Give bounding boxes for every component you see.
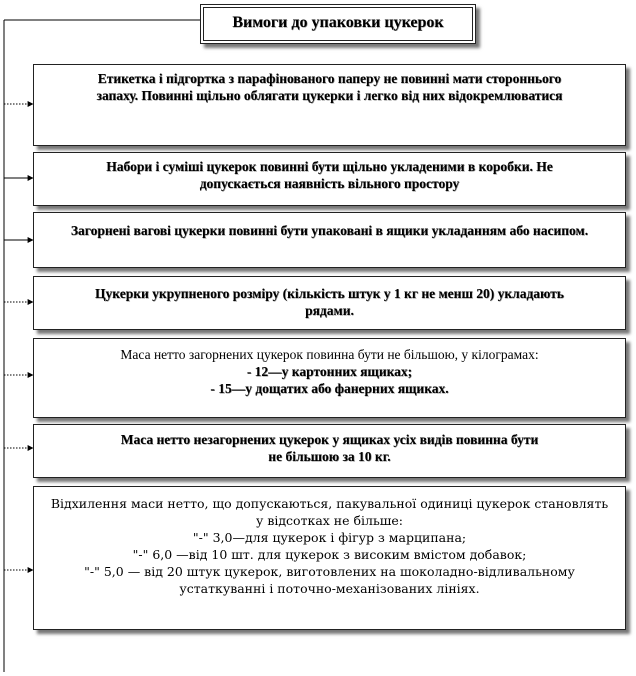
requirement-box-net-mass-deviation xyxy=(33,486,626,630)
box-line: Набори і суміші цукерок повинні бути щільно укладеними в коробки. Не xyxy=(106,159,553,174)
diagram-title-text: Вимоги до упаковки цукерок xyxy=(232,14,444,31)
requirement-box-assortment-packing xyxy=(33,152,626,206)
requirement-box-wrapped-net-mass xyxy=(33,338,626,418)
box-line: не більшою за 10 кг. xyxy=(268,449,391,464)
box-line: "-" 3,0—для цукерок і фігур з марципана; xyxy=(192,530,467,545)
box-line: допускається наявність вільного простору xyxy=(199,176,460,191)
box-line: - 12—у картонних ящиках; xyxy=(246,364,413,379)
box-line: Маса нетто незагорнених цукерок у ящиках усіх видів повинна бути xyxy=(120,432,539,447)
box-line: Загорнені вагові цукерки повинні бути упаковані в ящики укладанням або насипом. xyxy=(70,223,589,238)
box-line: у відсотках не більше: xyxy=(256,513,403,528)
box-line: Цукерки укрупненого розміру (кількість штук у 1 кг не менш 20) укладають xyxy=(95,286,564,301)
box-line: Маса нетто загорнених цукерок повинна бути не більшою, у кілограмах: xyxy=(120,347,539,362)
requirement-box-label-wrapper xyxy=(33,64,626,146)
box-line: - 15—у дощатих або фанерних ящиках. xyxy=(210,381,449,396)
box-line: "-" 6,0 —від 10 шт. для цукерок з високим вмістом добавок; xyxy=(132,547,527,562)
requirement-box-unwrapped-net-mass xyxy=(33,424,626,478)
box-line: устаткуванні і поточно-механізованих лініях. xyxy=(179,581,480,596)
box-line: "-" 5,0 — від 20 штук цукерок, виготовлених на шоколадно-відливальному xyxy=(84,564,575,579)
requirement-box-weighed-candies xyxy=(33,212,626,268)
requirement-box-large-candies xyxy=(33,276,626,330)
box-line: запаху. Повинні щільно облягати цукерки і легко від них відокремлюватися xyxy=(96,88,563,103)
box-line: Відхилення маси нетто, що допускаються, пакувальної одиниці цукерок становлять xyxy=(50,496,609,511)
box-line: Етикетка і підгортка з парафінованого паперу не повинні мати стороннього xyxy=(97,71,562,86)
box-line: рядами. xyxy=(305,303,354,318)
diagram-title xyxy=(200,4,476,44)
